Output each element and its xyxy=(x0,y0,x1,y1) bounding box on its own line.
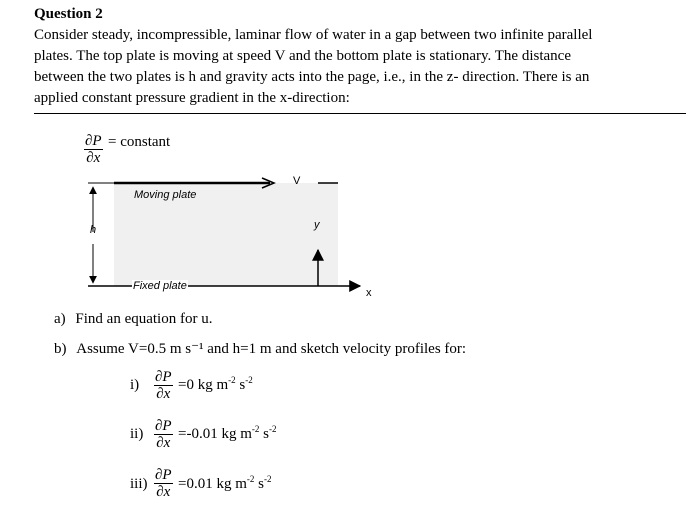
case-iii-value xyxy=(178,476,271,493)
paragraph-line: Consider steady, incompressible, laminar flow of water in a gap between two infinite parallel xyxy=(34,27,593,43)
fraction-numerator: ∂P xyxy=(85,133,102,149)
fraction-numerator: ∂P xyxy=(155,418,172,434)
fraction-denominator: ∂x xyxy=(154,385,173,402)
paragraph-line: between the two plates is h and gravity acts into the page, i.e., in the z- direction. There is an xyxy=(34,69,590,85)
part-a xyxy=(54,311,212,328)
case-ii-value-text: =-0.01 kg m xyxy=(178,426,252,442)
case-i-label: i) xyxy=(130,377,140,393)
case-ii-fraction xyxy=(154,418,173,451)
case-ii-label: ii) xyxy=(130,426,144,442)
case-iii-label: iii) xyxy=(130,476,148,492)
fixed-plate-label: Fixed plate xyxy=(133,280,187,292)
fraction-denominator: ∂x xyxy=(154,434,173,451)
case-i-value xyxy=(178,377,253,394)
fraction-numerator: ∂P xyxy=(155,369,172,385)
h-label: h xyxy=(90,224,97,236)
x-label: x xyxy=(366,287,372,299)
part-b-label: b) xyxy=(54,341,67,357)
paragraph-line: plates. The top plate is moving at speed V and the bottom plate is stationary. The distance xyxy=(34,48,571,64)
part-b xyxy=(54,339,466,358)
case-ii-exponent-s: -2 xyxy=(268,424,277,434)
case-ii-value xyxy=(178,426,276,443)
case-iii-value-text: =0.01 kg m xyxy=(178,476,247,492)
part-a-label: a) xyxy=(54,311,66,327)
fraction-denominator: ∂x xyxy=(154,483,173,500)
case-i-value-text: =0 kg m xyxy=(178,377,229,393)
case-iii-exponent-m: -2 xyxy=(246,474,255,484)
part-b-text: Assume V=0.5 m s⁻¹ and h=1 m and sketch velocity profiles for: xyxy=(76,341,467,357)
case-iii-unit-s: s xyxy=(254,476,264,492)
case-ii-exponent-m: -2 xyxy=(251,424,260,434)
case-i-fraction xyxy=(154,369,173,402)
case-i-exponent-s: -2 xyxy=(245,375,253,385)
y-label: y xyxy=(314,219,320,231)
case-iii-fraction xyxy=(154,467,173,500)
fraction-numerator: ∂P xyxy=(155,467,172,483)
case-i-exponent-m: -2 xyxy=(228,375,236,385)
v-label: V xyxy=(293,175,301,187)
case-ii-unit-s: s xyxy=(259,426,269,442)
case-i-unit-s: s xyxy=(235,377,246,393)
part-a-text: Find an equation for u. xyxy=(75,311,213,327)
gradient-equation-rhs: = constant xyxy=(108,134,171,150)
case-iii-exponent-s: -2 xyxy=(263,474,272,484)
moving-plate-label: Moving plate xyxy=(134,189,197,201)
paragraph-line: applied constant pressure gradient in the x-direction: xyxy=(34,90,350,106)
question-title: Question 2 xyxy=(34,6,103,22)
fraction-denominator: ∂x xyxy=(84,149,103,166)
